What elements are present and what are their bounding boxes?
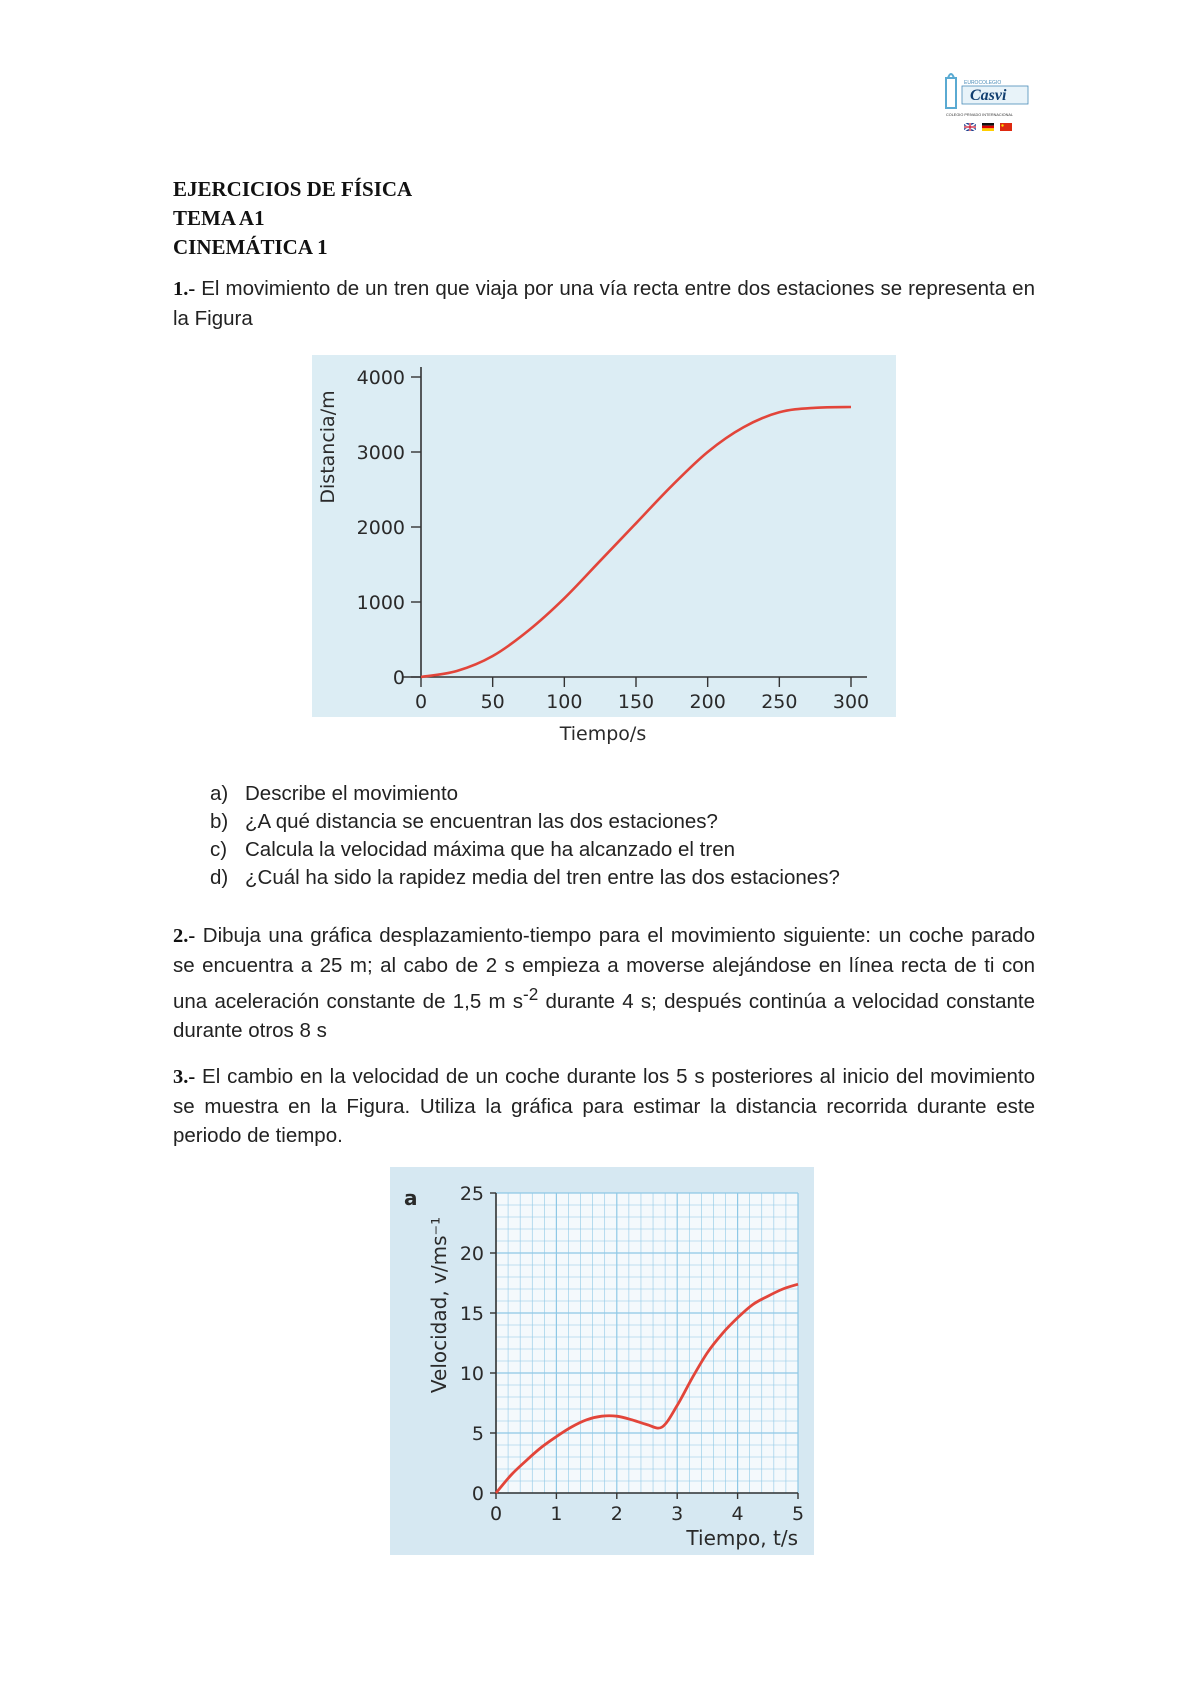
- subitem-text: ¿A qué distancia se encuentran las dos estaciones?: [245, 810, 718, 833]
- x-tick-label: 0: [489, 1503, 503, 1525]
- x-tick-label: 0: [414, 691, 428, 713]
- question-1-subitems: [210, 780, 840, 892]
- figure-2-y-axis-label: Velocidad, v/ms⁻¹: [427, 1216, 451, 1394]
- x-tick-label: 1: [550, 1503, 563, 1525]
- question-2-text: Dibuja una gráfica desplazamiento-tiempo para el movimiento siguiente: un coche parado se encuentra a 25 m; al cabo de 2 s empieza a moverse alejándose en línea recta de ti con una aceleración constante de 1,5 m s: [173, 924, 1035, 1013]
- question-2: [173, 921, 1035, 1045]
- x-tick-label: 150: [617, 691, 655, 713]
- subitem-letter: b): [210, 810, 229, 833]
- heading-title: EJERCICIOS DE FÍSICA: [173, 177, 413, 201]
- y-tick-label: 15: [459, 1303, 484, 1325]
- germany-flag-icon: [982, 123, 994, 131]
- subitem-letter: a): [210, 782, 229, 805]
- x-tick-label: 5: [791, 1503, 805, 1525]
- subitem-d: [210, 864, 840, 892]
- question-1: [173, 274, 1035, 333]
- question-2-text-end: durante 4 s; después continúa a velocidad constante durante otros 8 s: [173, 989, 1035, 1042]
- distance-time-figure: [312, 355, 896, 750]
- y-tick-label: 4000: [356, 367, 405, 389]
- document-headings: [173, 175, 412, 262]
- x-tick-label: 250: [761, 691, 798, 713]
- y-tick-label: 0: [471, 1483, 484, 1505]
- y-tick-label: 10: [459, 1363, 484, 1385]
- x-tick-label: 3: [671, 1503, 684, 1525]
- x-tick-label: 300: [832, 691, 870, 713]
- subitem-c: [210, 836, 840, 864]
- x-tick-label: 2: [610, 1503, 623, 1525]
- figure-1-x-axis-label: Tiempo/s: [559, 723, 647, 745]
- figure-1-y-axis-label: Distancia/m: [317, 390, 339, 504]
- logo-top-text: EUROCOLEGIO: [964, 80, 1002, 86]
- y-tick-label: 25: [459, 1183, 484, 1205]
- subitem-text: Calcula la velocidad máxima que ha alcanzado el tren: [245, 838, 736, 861]
- subitem-letter: d): [210, 866, 229, 889]
- question-1-text: El movimiento de un tren que viaja por una vía recta entre dos estaciones se representa en la Figura: [173, 277, 1035, 330]
- figure-2-x-axis-label: Tiempo, t/s: [686, 1526, 798, 1550]
- x-tick-label: 200: [689, 691, 726, 713]
- uk-flag-icon: [964, 123, 976, 131]
- logo-brand-name: Casvi: [970, 87, 1007, 104]
- logo-sub-text: COLEGIO PRIVADO INTERNACIONAL: [946, 113, 1014, 117]
- heading-topic: TEMA A1: [173, 206, 265, 230]
- question-3-text: El cambio en la velocidad de un coche durante los 5 s posteriores al inicio del movimiento se muestra en la Figura. Utiliza la gráfica para estimar la distancia recorrida durante este periodo de tiempo.: [173, 1065, 1035, 1147]
- school-logo: [944, 70, 1034, 142]
- subitem-letter: c): [210, 838, 228, 861]
- x-tick-label: 100: [546, 691, 583, 713]
- question-1-number: 1.-: [173, 278, 196, 300]
- subitem-b: [210, 808, 840, 836]
- y-tick-label: 20: [459, 1243, 484, 1265]
- school-logo-icon: [946, 74, 956, 108]
- heading-subtopic: CINEMÁTICA 1: [173, 235, 328, 259]
- y-tick-label: 3000: [356, 442, 405, 464]
- y-tick-label: 2000: [356, 517, 405, 539]
- figure-2-panel-label: a: [404, 1186, 418, 1210]
- y-tick-label: 1000: [356, 592, 405, 614]
- question-3-number: 3.-: [173, 1066, 196, 1088]
- velocity-time-figure: [390, 1167, 814, 1555]
- subitem-text: Describe el movimiento: [245, 782, 459, 805]
- x-tick-label: 50: [480, 691, 505, 713]
- subitem-a: [210, 780, 840, 808]
- subitem-text: ¿Cuál ha sido la rapidez media del tren entre las dos estaciones?: [245, 866, 840, 889]
- x-tick-label: 4: [731, 1503, 744, 1525]
- y-tick-label: 0: [392, 667, 405, 689]
- china-flag-icon: [1000, 123, 1012, 131]
- question-2-exponent: -2: [523, 985, 539, 1004]
- question-2-number: 2.-: [173, 925, 196, 947]
- question-3: [173, 1062, 1035, 1150]
- y-tick-label: 5: [471, 1423, 484, 1445]
